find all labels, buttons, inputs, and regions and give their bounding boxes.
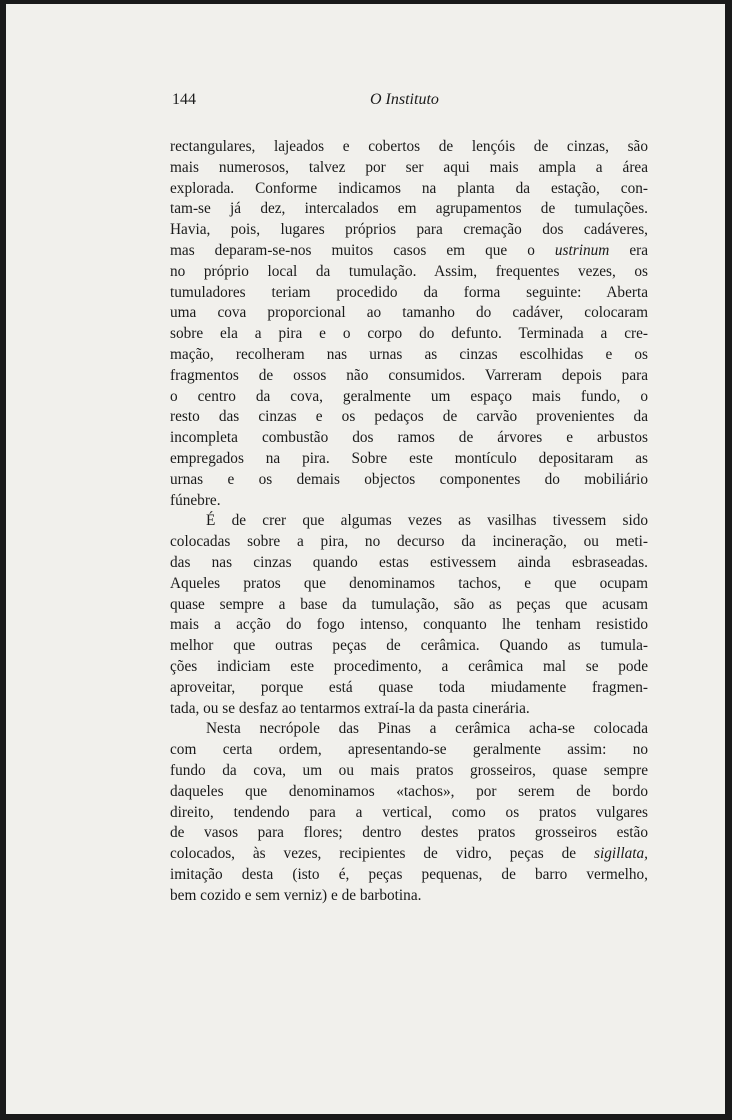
text-segment: incompleta combustão dos ramos de árvores e arbustos <box>170 429 648 447</box>
text-line <box>170 532 648 553</box>
italic-term: sigillata, <box>594 845 648 863</box>
text-segment: resto das cinzas e os pedaços de carvão provenientes da <box>170 408 648 426</box>
text-line <box>170 220 648 241</box>
text-segment: uma cova proporcional ao tamanho do cadáver, colocaram <box>170 304 648 322</box>
paragraph <box>170 511 648 719</box>
text-segment: bem cozido e sem verniz) e de barbotina. <box>170 886 422 904</box>
text-segment: mais numerosos, talvez por ser aqui mais ampla a área <box>170 158 648 176</box>
page-header <box>168 91 648 115</box>
text-segment: urnas e os demais objectos componentes do mobiliário <box>170 470 648 488</box>
text-segment: fragmentos de ossos não consumidos. Varreram depois para <box>170 366 648 384</box>
text-segment: tada, ou se desfaz ao tentarmos extraí-la da pasta cinerária. <box>170 699 530 717</box>
page-number: 144 <box>172 91 196 108</box>
text-segment: mas deparam-se-nos muitos casos em que o <box>170 241 555 259</box>
text-line <box>170 886 648 907</box>
text-line <box>170 699 648 720</box>
text-line <box>170 241 648 262</box>
text-segment: explorada. Conforme indicamos na planta da estação, con- <box>170 179 648 197</box>
italic-term: ustrinum <box>554 241 610 259</box>
paragraph <box>170 719 648 906</box>
text-line <box>170 199 648 220</box>
text-line <box>170 678 648 699</box>
text-line <box>170 262 648 283</box>
text-line <box>170 283 648 304</box>
text-segment: imitação desta (isto é, peças pequenas, de barro vermelho, <box>170 865 648 883</box>
text-line <box>170 407 648 428</box>
text-line <box>170 803 648 824</box>
text-segment: ções indiciam este procedimento, a cerâmica mal se pode <box>170 657 648 675</box>
text-segment: mais a acção do fogo intenso, conquanto lhe tenham resistido <box>170 616 648 634</box>
text-segment: direito, tendendo para a vertical, como os pratos vulgares <box>170 803 648 821</box>
text-line <box>170 324 648 345</box>
text-segment: rectangulares, lajeados e cobertos de lençóis de cinzas, são <box>170 138 648 155</box>
text-segment: colocados, às vezes, recipientes de vidro, peças de <box>170 845 595 863</box>
text-line <box>170 137 648 158</box>
text-segment: colocadas sobre a pira, no decurso da incineração, ou meti- <box>170 533 648 551</box>
text-segment: melhor que outras peças de cerâmica. Quando as tumula- <box>170 637 648 655</box>
text-segment: mação, recolheram nas urnas as cinzas escolhidas e os <box>170 345 648 363</box>
text-line <box>170 823 648 844</box>
text-line <box>170 345 648 366</box>
text-segment: no próprio local da tumulação. Assim, frequentes vezes, os <box>170 262 648 280</box>
text-segment: Nesta necrópole das Pinas a cerâmica acha-se colocada <box>206 720 648 738</box>
text-segment: fúnebre. <box>170 491 221 509</box>
text-segment: de vasos para flores; dentro destes pratos grosseiros estão <box>170 824 648 842</box>
text-line <box>170 844 648 865</box>
text-line <box>170 740 648 761</box>
text-line <box>170 761 648 782</box>
text-line <box>170 158 648 179</box>
text-segment: sobre ela a pira e o corpo do defunto. Terminada a cre- <box>170 325 648 343</box>
text-segment: empregados na pira. Sobre este montículo depositaram as <box>170 449 648 467</box>
text-line <box>170 303 648 324</box>
text-line <box>170 491 648 512</box>
text-line <box>170 511 648 532</box>
book-page <box>6 4 725 1114</box>
text-segment: era <box>609 241 648 259</box>
body-text <box>170 137 648 906</box>
text-segment: com certa ordem, apresentando-se geralmente assim: no <box>170 741 648 759</box>
paragraph <box>170 137 648 511</box>
text-line <box>170 428 648 449</box>
running-title: O Instituto <box>370 91 439 108</box>
text-line <box>170 574 648 595</box>
text-line <box>170 636 648 657</box>
text-line <box>170 179 648 200</box>
text-line <box>170 595 648 616</box>
text-segment: É de crer que algumas vezes as vasilhas tivessem sido <box>206 512 648 530</box>
text-line <box>170 782 648 803</box>
text-line <box>170 449 648 470</box>
text-segment: Havia, pois, lugares próprios para cremação dos cadáveres, <box>170 221 648 239</box>
text-segment: fundo da cova, um ou mais pratos grosseiros, quase sempre <box>170 761 648 779</box>
text-segment: das nas cinzas quando estas estivessem ainda esbraseadas. <box>170 553 648 571</box>
text-line <box>170 366 648 387</box>
text-segment: tumuladores teriam procedido da forma seguinte: Aberta <box>170 283 648 301</box>
text-segment: Aqueles pratos que denominamos tachos, e que ocupam <box>170 574 648 592</box>
text-segment: tam-se já dez, intercalados em agrupamentos de tumulações. <box>170 200 648 218</box>
text-line <box>170 865 648 886</box>
text-line <box>170 553 648 574</box>
text-segment: o centro da cova, geralmente um espaço mais fundo, o <box>170 387 648 405</box>
text-line <box>170 719 648 740</box>
text-segment: quase sempre a base da tumulação, são as peças que acusam <box>170 595 648 613</box>
text-segment: aproveitar, porque está quase toda miudamente fragmen- <box>170 678 648 696</box>
text-line <box>170 387 648 408</box>
text-line <box>170 470 648 491</box>
text-line <box>170 657 648 678</box>
text-line <box>170 615 648 636</box>
text-segment: daqueles que denominamos «tachos», por serem de bordo <box>170 782 648 800</box>
